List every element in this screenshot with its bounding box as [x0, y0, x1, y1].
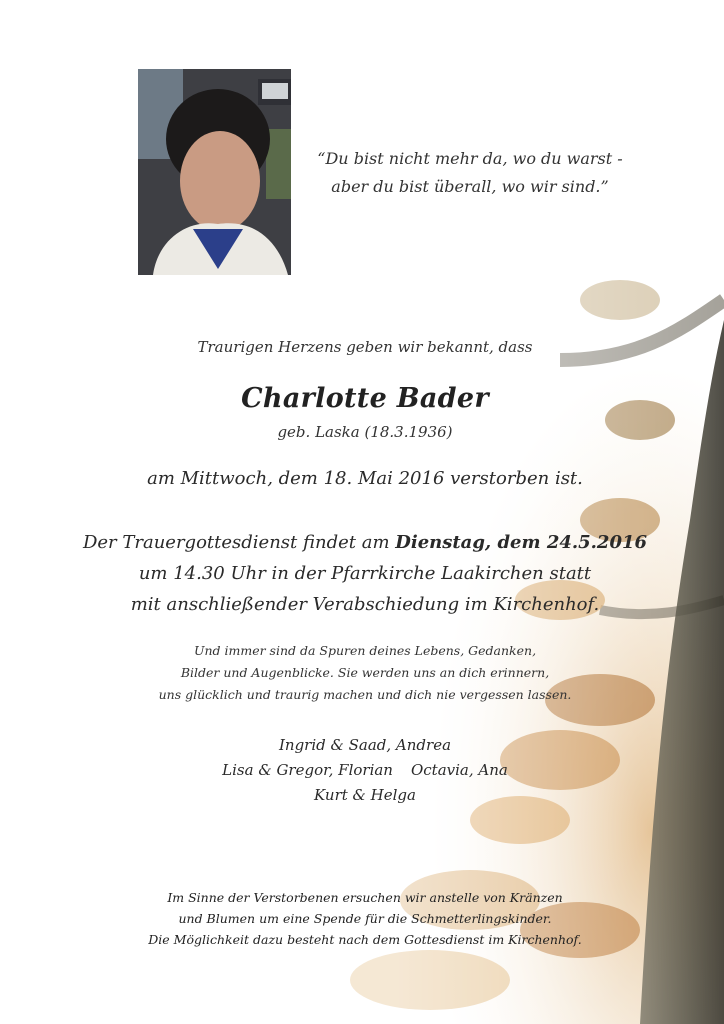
service-date: Dienstag, dem 24.5.2016: [395, 532, 648, 553]
service-line-2: um 14.30 Uhr in der Pfarrkirche Laakirchen statt: [138, 563, 592, 584]
memorial-quote: [300, 145, 640, 201]
family-line-1: Ingrid & Saad, Andrea: [278, 736, 452, 754]
donation-line-2: und Blumen um eine Spende für die Schmetterlingskinder.: [178, 911, 552, 926]
death-date-text: am Mittwoch, dem 18. Mai 2016 verstorben ist.: [147, 468, 583, 489]
donation-line-3: Die Möglichkeit dazu besteht nach dem Gottesdienst im Kirchenhof.: [148, 932, 582, 947]
memorial-poem: [40, 640, 690, 706]
poem-line-2: Bilder und Augenblicke. Sie werden uns an dich erinnern,: [180, 665, 550, 680]
poem-line-3: uns glücklich und traurig machen und dich nie vergessen lassen.: [158, 687, 572, 702]
quote-line-1: “Du bist nicht mehr da, wo du warst -: [317, 149, 623, 168]
service-line-1-prefix: Der Trauergottesdienst findet am: [82, 532, 396, 553]
funeral-service-info: [40, 527, 690, 620]
deceased-name: Charlotte Bader: [241, 383, 489, 414]
family-line-2: [40, 758, 690, 783]
maiden-name-birthdate: geb. Laska (18.3.1936): [277, 423, 453, 441]
family-line-2b: Octavia, Ana: [410, 761, 508, 779]
service-line-3: mit anschließender Verabschiedung im Kirchenhof.: [130, 594, 600, 615]
intro-text: Traurigen Herzens geben wir bekannt, dass: [197, 338, 533, 356]
portrait-photo: [138, 69, 291, 275]
quote-line-2: aber du bist überall, wo wir sind.”: [331, 177, 609, 196]
donation-line-1: Im Sinne der Verstorbenen ersuchen wir anstelle von Kränzen: [167, 890, 563, 905]
poem-line-1: Und immer sind da Spuren deines Lebens, Gedanken,: [193, 643, 537, 658]
service-line-1: [40, 527, 690, 558]
family-line-3: Kurt & Helga: [314, 786, 416, 804]
family-line-2a: Lisa & Gregor, Florian: [222, 761, 393, 779]
donation-request: [60, 887, 670, 950]
mourning-family: [40, 733, 690, 808]
